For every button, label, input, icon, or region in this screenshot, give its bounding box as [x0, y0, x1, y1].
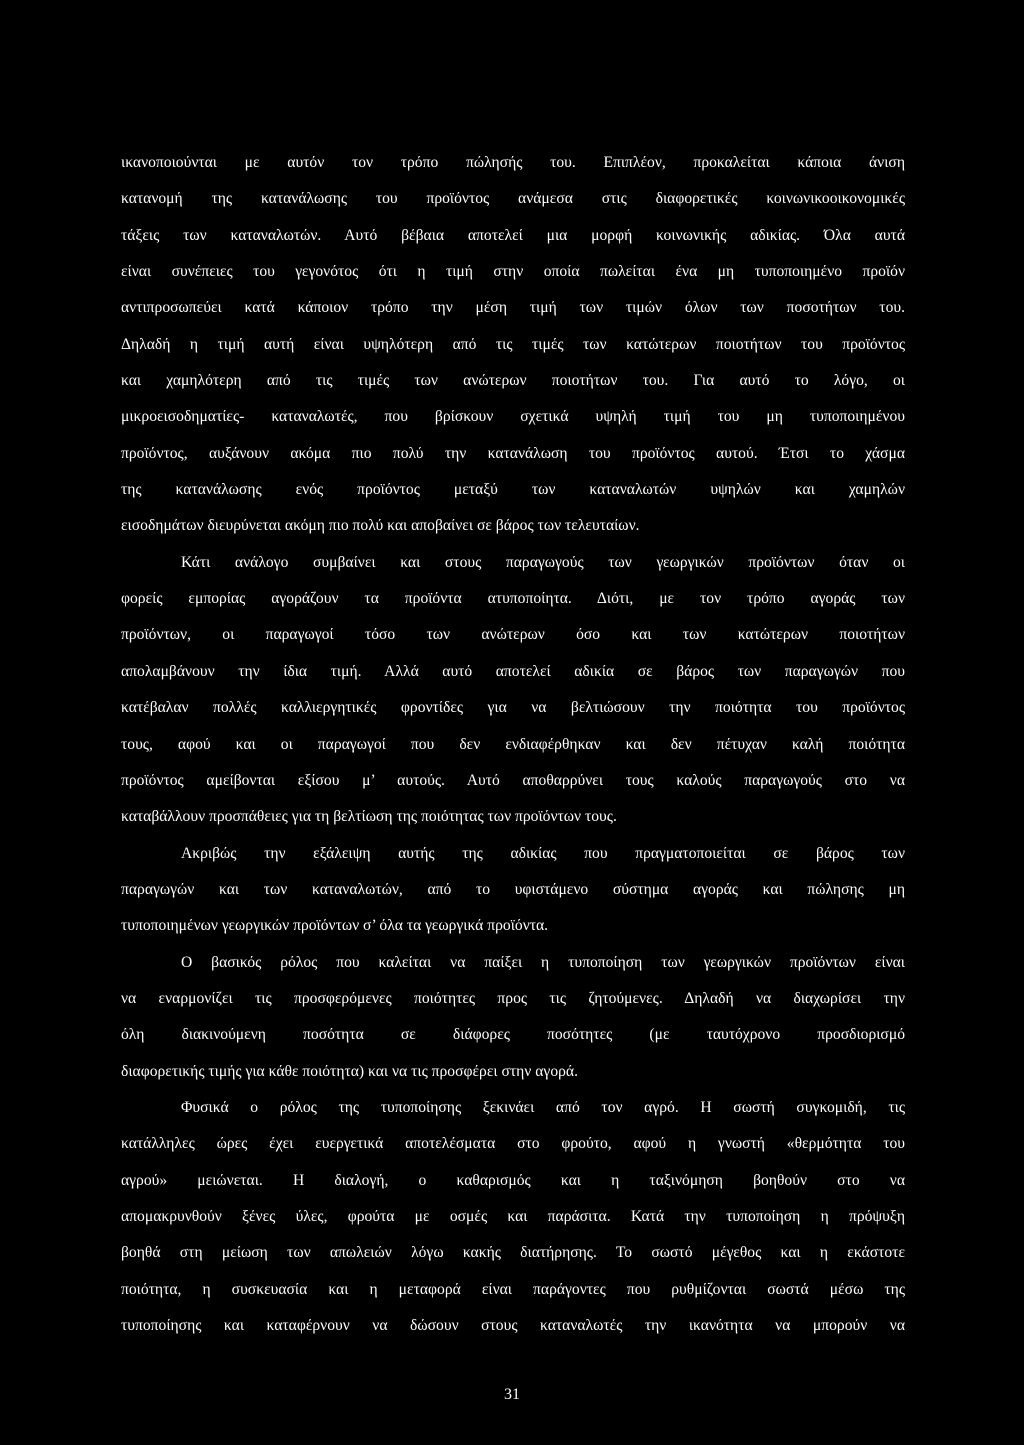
text-line: παραγωγών και των καταναλωτών, από το υφιστάμενο σύστημα αγοράς και πώλησης μη [121, 880, 905, 898]
text-line: τυποποιημένων γεωργικών προϊόντων σ’ όλα τα γεωργικά προϊόντα. [121, 917, 549, 935]
page-number: 31 [504, 1386, 520, 1403]
text-line: είναι συνέπειες του γεγονότος ότι η τιμή στην οποία πωλείται ένα μη τυποποιημένο προϊόν [121, 263, 905, 281]
text-line: αγρού» μειώνεται. Η διαλογή, ο καθαρισμός και η ταξινόμηση βοηθούν στο να [121, 1171, 905, 1189]
text-line: τυποποίησης και καταφέρνουν να δώσουν στους καταναλωτές την ικανότητα να μπορούν να [121, 1317, 905, 1334]
text-line: τους, αφού και οι παραγωγοί που δεν ενδιαφέρθηκαν και δεν πέτυχαν καλή ποιότητα [121, 735, 905, 753]
text-line: ποιότητα, η συσκευασία και η μεταφορά είναι παράγοντες που ρυθμίζονται σωστά μέσω της [121, 1280, 905, 1298]
text-line: Κάτι ανάλογο συμβαίνει και στους παραγωγούς των γεωργικών προϊόντων όταν οι [181, 553, 905, 571]
body-text [121, 145, 905, 1344]
text-line: να εναρμονίζει τις προσφερόμενες ποιότητες προς τις ζητούμενες. Δηλαδή να διαχωρίσει την [121, 989, 905, 1007]
text-line: κατέβαλαν πολλές καλλιεργητικές φροντίδες για να βελτιώσουν την ποιότητα του προϊόντος [121, 699, 905, 717]
text-line: φορείς εμπορίας αγοράζουν τα προϊόντα ατυποποίητα. Διότι, με τον τρόπο αγοράς των [121, 590, 905, 608]
text-line: προϊόντος αμείβονται εξίσου μ’ αυτούς. Αυτό αποθαρρύνει τους καλούς παραγωγούς στο να [121, 771, 905, 789]
text-line: απομακρυνθούν ξένες ύλες, φρούτα με οσμές και παράσιτα. Κατά την τυποποίηση η πρόψυξη [121, 1207, 905, 1225]
text-line: βοηθά στη μείωση των απωλειών λόγω κακής διατήρησης. Το σωστό μέγεθος και η εκάστοτε [121, 1244, 905, 1262]
text-line: και χαμηλότερη από τις τιμές των ανώτερων ποιοτήτων του. Για αυτό το λόγο, οι [121, 372, 905, 390]
text-line: ικανοποιούνται με αυτόν τον τρόπο πώλησής του. Επιπλέον, προκαλείται κάποια άνιση [121, 154, 905, 171]
text-line: αντιπροσωπεύει κατά κάποιον τρόπο την μέση τιμή των τιμών όλων των ποσοτήτων του. [121, 299, 905, 317]
text-line: κατανομή της κατανάλωσης του προϊόντος ανάμεσα στις διαφορετικές κοινωνικοοικονομικές [121, 190, 905, 208]
text-line: Δηλαδή η τιμή αυτή είναι υψηλότερη από τις τιμές των κατώτερων ποιοτήτων του προϊόντος [121, 335, 905, 353]
text-line: της κατανάλωσης ενός προϊόντος μεταξύ των καταναλωτών υψηλών και χαμηλών [121, 481, 905, 499]
text-line: απολαμβάνουν την ίδια τιμή. Αλλά αυτό αποτελεί αδικία σε βάρος των παραγωγών που [121, 662, 905, 680]
text-line: όλη διακινούμενη ποσότητα σε διάφορες ποσότητες (με ταυτόχρονο προσδιορισμό [121, 1026, 905, 1044]
text-line: μικροεισοδηματίες- καταναλωτές, που βρίσκουν σχετικά υψηλή τιμή του μη τυποποιημένου [121, 408, 905, 426]
text-line: τάξεις των καταναλωτών. Αυτό βέβαια αποτελεί μια μορφή κοινωνικής αδικίας. Όλα αυτά [121, 226, 905, 244]
text-line: Φυσικά ο ρόλος της τυποποίησης ξεκινάει από τον αγρό. Η σωστή συγκομιδή, τις [181, 1098, 905, 1116]
text-line: καταβάλλουν προσπάθειες για τη βελτίωση της ποιότητας των προϊόντων τους. [121, 808, 617, 826]
text-line: κατάλληλες ώρες έχει ευεργετικά αποτελέσματα στο φρούτο, αφού η γνωστή «θερμότητα του [121, 1135, 905, 1153]
text-line: προϊόντων, οι παραγωγοί τόσο των ανώτερων όσο και των κατώτερων ποιοτήτων [121, 626, 905, 644]
text-line: προϊόντος, αυξάνουν ακόμα πιο πολύ την κατανάλωση του προϊόντος αυτού. Έτσι το χάσμα [121, 444, 905, 462]
text-line: εισοδημάτων διευρύνεται ακόμη πιο πολύ και αποβαίνει σε βάρος των τελευταίων. [121, 517, 640, 535]
text-line: διαφορετικής τιμής για κάθε ποιότητα) και να τις προσφέρει στην αγορά. [121, 1062, 578, 1080]
text-line: Ο βασικός ρόλος που καλείται να παίξει η τυποποίηση των γεωργικών προϊόντων είναι [181, 953, 905, 971]
text-line: Ακριβώς την εξάλειψη αυτής της αδικίας που πραγματοποιείται σε βάρος των [181, 844, 905, 862]
